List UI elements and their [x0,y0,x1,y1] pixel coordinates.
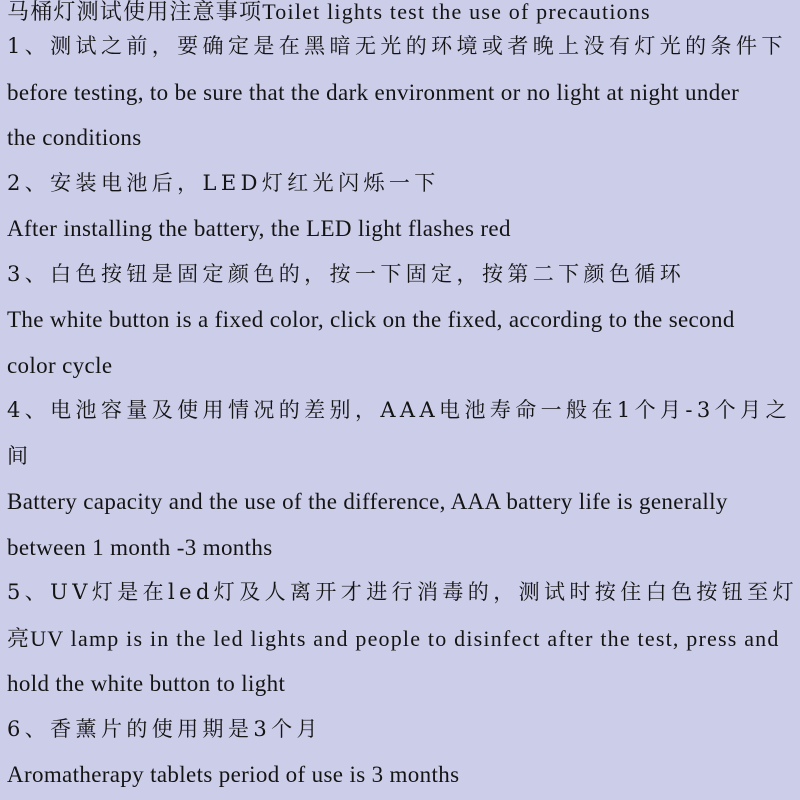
item-4-chinese-line: 4、电池容量及使用情况的差别，AAA电池寿命一般在1个月-3个月之 [7,398,791,422]
item-2-chinese-line: 2、安装电池后，LED灯红光闪烁一下 [7,170,440,195]
item-4-english-line: between 1 month -3 months [7,534,273,560]
item-1-chinese-line: 1、测试之前，要确定是在黑暗无光的环境或者晚上没有灯光的条件下 [7,34,787,58]
item-1-english-line: the conditions [7,125,142,150]
item-3-english-line: color cycle [7,352,113,378]
item-5-english-line: hold the white button to light [7,671,286,696]
item-3-english-line: The white button is a fixed color, click on the fixed, according to the second [7,307,735,332]
item-6-english-line: Aromatherapy tablets period of use is 3 months [7,762,460,787]
item-5-chinese-line: 5、UV灯是在led灯及人离开才进行消毒的，测试时按住白色按钮至灯 [7,580,798,604]
item-4-chinese-line: 间 [7,443,33,468]
document-title-line: 马桶灯测试使用注意事项Toilet lights test the use of precautions [7,0,651,24]
item-3-chinese-line: 3、白色按钮是固定颜色的，按一下固定，按第二下颜色循环 [7,261,686,286]
item-1-english-line: before testing, to be sure that the dark environment or no light at night under [7,79,740,105]
item-5-mixed-line: 亮UV lamp is in the led lights and people to disinfect after the test, press and [7,625,780,651]
item-6-chinese-line: 6、香薰片的使用期是3个月 [7,716,322,741]
item-2-english-line: After installing the battery, the LED light flashes red [7,216,511,241]
item-4-english-line: Battery capacity and the use of the difference, AAA battery life is generally [7,489,728,514]
